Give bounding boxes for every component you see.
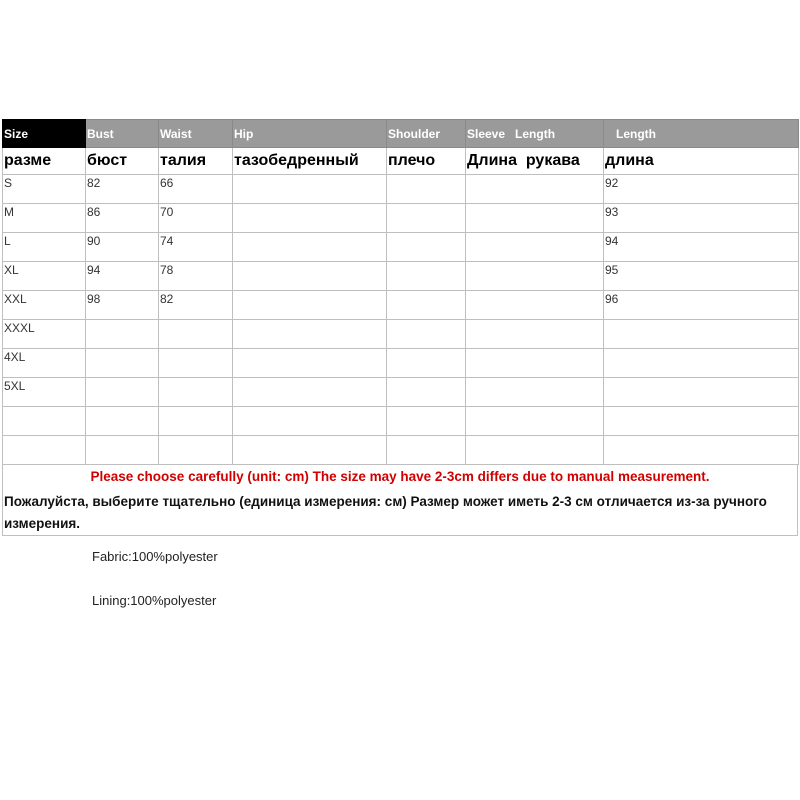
cell-hip bbox=[233, 320, 387, 349]
cell-size: M bbox=[3, 204, 86, 233]
table-row bbox=[3, 407, 799, 436]
cell-sleeve-length bbox=[466, 262, 604, 291]
cell-waist: 82 bbox=[159, 291, 233, 320]
cell-bust: 94 bbox=[86, 262, 159, 291]
cell-sleeve-length bbox=[466, 175, 604, 204]
cell-sleeve-length bbox=[466, 407, 604, 436]
cell-waist bbox=[159, 349, 233, 378]
cell-size: 5XL bbox=[3, 378, 86, 407]
cell-length: 95 bbox=[604, 262, 799, 291]
cell-waist bbox=[159, 407, 233, 436]
cell-length bbox=[604, 378, 799, 407]
table-row bbox=[3, 233, 799, 262]
header-ru-hip: тазобедренный bbox=[233, 148, 387, 175]
header-row-en bbox=[3, 120, 799, 148]
table-row bbox=[3, 262, 799, 291]
size-chart bbox=[2, 119, 798, 536]
warning-ru: Пожалуйста, выберите тщательно (единица измерения: см) Размер может иметь 2-3 см отличается из-за ручного измерения. bbox=[4, 494, 767, 531]
cell-sleeve-length bbox=[466, 204, 604, 233]
cell-sleeve-length bbox=[466, 320, 604, 349]
cell-hip bbox=[233, 233, 387, 262]
cell-waist bbox=[159, 378, 233, 407]
cell-shoulder bbox=[387, 262, 466, 291]
measurement-note bbox=[2, 465, 798, 536]
cell-sleeve-length bbox=[466, 233, 604, 262]
header-ru-length: длина bbox=[604, 148, 799, 175]
table-row bbox=[3, 175, 799, 204]
cell-length bbox=[604, 407, 799, 436]
cell-shoulder bbox=[387, 320, 466, 349]
header-length: Length bbox=[604, 120, 799, 148]
cell-size: XXL bbox=[3, 291, 86, 320]
fabric-info: Fabric:100%polyester bbox=[92, 549, 218, 564]
cell-hip bbox=[233, 349, 387, 378]
cell-bust bbox=[86, 407, 159, 436]
cell-hip bbox=[233, 378, 387, 407]
header-sleeve-length: Sleeve Length bbox=[466, 120, 604, 148]
table-row bbox=[3, 291, 799, 320]
header-ru-bust: бюст bbox=[86, 148, 159, 175]
cell-waist: 66 bbox=[159, 175, 233, 204]
cell-size bbox=[3, 407, 86, 436]
header-ru-size: разме bbox=[3, 148, 86, 175]
cell-bust: 86 bbox=[86, 204, 159, 233]
cell-size: XL bbox=[3, 262, 86, 291]
cell-shoulder bbox=[387, 349, 466, 378]
header-hip: Hip bbox=[233, 120, 387, 148]
cell-length: 93 bbox=[604, 204, 799, 233]
cell-bust bbox=[86, 320, 159, 349]
cell-bust bbox=[86, 349, 159, 378]
cell-bust: 90 bbox=[86, 233, 159, 262]
cell-hip bbox=[233, 204, 387, 233]
cell-length bbox=[604, 436, 799, 465]
cell-shoulder bbox=[387, 407, 466, 436]
cell-hip bbox=[233, 436, 387, 465]
cell-hip bbox=[233, 407, 387, 436]
table-row bbox=[3, 204, 799, 233]
header-waist: Waist bbox=[159, 120, 233, 148]
cell-length: 94 bbox=[604, 233, 799, 262]
cell-size: S bbox=[3, 175, 86, 204]
cell-hip bbox=[233, 291, 387, 320]
cell-shoulder bbox=[387, 378, 466, 407]
cell-bust: 82 bbox=[86, 175, 159, 204]
table-row bbox=[3, 436, 799, 465]
lining-info: Lining:100%polyester bbox=[92, 593, 217, 608]
header-size: Size bbox=[3, 120, 86, 148]
cell-bust bbox=[86, 436, 159, 465]
cell-sleeve-length bbox=[466, 291, 604, 320]
cell-length bbox=[604, 320, 799, 349]
cell-waist bbox=[159, 320, 233, 349]
cell-sleeve-length bbox=[466, 436, 604, 465]
cell-hip bbox=[233, 262, 387, 291]
header-ru-shoulder: плечо bbox=[387, 148, 466, 175]
header-row-ru bbox=[3, 148, 799, 175]
cell-bust bbox=[86, 378, 159, 407]
cell-sleeve-length bbox=[466, 349, 604, 378]
cell-waist bbox=[159, 436, 233, 465]
cell-shoulder bbox=[387, 233, 466, 262]
cell-waist: 78 bbox=[159, 262, 233, 291]
cell-size bbox=[3, 436, 86, 465]
cell-shoulder bbox=[387, 204, 466, 233]
warning-en: Please choose carefully (unit: cm) The size may have 2-3cm differs due to manual measurement. bbox=[90, 469, 710, 484]
cell-shoulder bbox=[387, 436, 466, 465]
header-bust: Bust bbox=[86, 120, 159, 148]
table-row bbox=[3, 378, 799, 407]
header-ru-waist: талия bbox=[159, 148, 233, 175]
cell-waist: 74 bbox=[159, 233, 233, 262]
cell-length: 96 bbox=[604, 291, 799, 320]
table-row bbox=[3, 349, 799, 378]
header-ru-sleeve-length: Длина рукава bbox=[466, 148, 604, 175]
cell-sleeve-length bbox=[466, 378, 604, 407]
cell-shoulder bbox=[387, 175, 466, 204]
cell-length: 92 bbox=[604, 175, 799, 204]
cell-size: XXXL bbox=[3, 320, 86, 349]
cell-hip bbox=[233, 175, 387, 204]
header-shoulder: Shoulder bbox=[387, 120, 466, 148]
cell-bust: 98 bbox=[86, 291, 159, 320]
cell-length bbox=[604, 349, 799, 378]
table-row bbox=[3, 320, 799, 349]
cell-waist: 70 bbox=[159, 204, 233, 233]
size-table bbox=[2, 119, 799, 465]
cell-size: L bbox=[3, 233, 86, 262]
cell-shoulder bbox=[387, 291, 466, 320]
cell-size: 4XL bbox=[3, 349, 86, 378]
